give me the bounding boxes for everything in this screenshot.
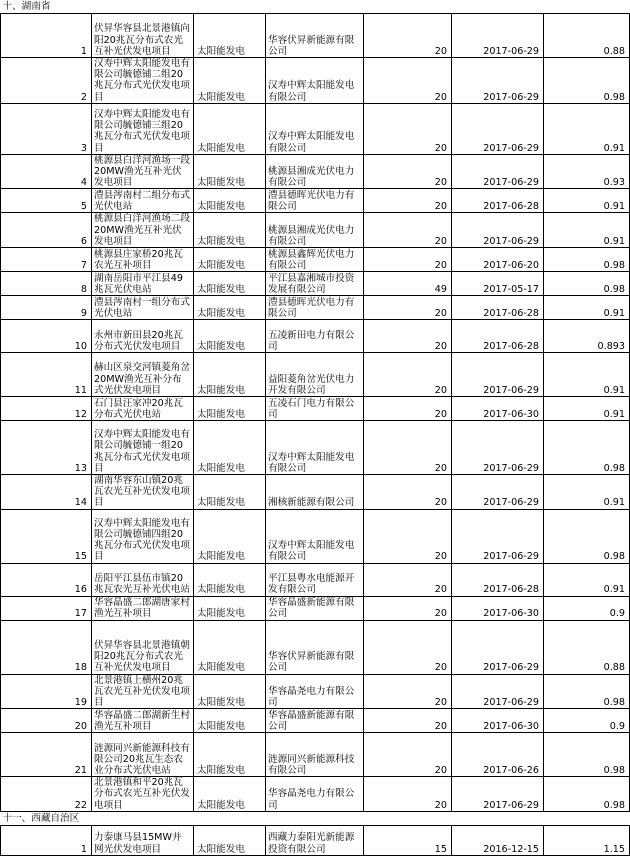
cell-date: 2017-06-30 xyxy=(452,596,544,620)
cell-date: 2017-06-29 xyxy=(452,421,544,475)
cell-index: 1 xyxy=(1,825,92,855)
cell-company: 华容晶盛新能源有限公司 xyxy=(266,596,364,620)
cell-date: 2017-06-29 xyxy=(452,213,544,248)
cell-project-name: 北景港镇和平20兆瓦分布式农光互补光伏发电项目 xyxy=(92,777,194,812)
cell-project-name: 湖南岳阳市平江县49兆瓦光伏电站 xyxy=(92,272,194,296)
cell-date: 2017-06-29 xyxy=(452,353,544,397)
cell-company: 涟源同兴新能源科技有限公司 xyxy=(266,733,364,777)
cell-price: 0.91 xyxy=(544,397,630,421)
cell-capacity: 20 xyxy=(364,509,452,563)
cell-company: 汉寿中辉太阳能发电有限公司 xyxy=(266,509,364,563)
cell-type: 太阳能发电 xyxy=(194,674,266,709)
cell-price: 1.15 xyxy=(544,825,630,855)
table-row xyxy=(1,709,630,733)
cell-company: 华容伏昇新能源有限公司 xyxy=(266,14,364,58)
cell-project-name: 伏昇华容县北景港镇向阳20兆瓦分布式农光互补光伏发电项目 xyxy=(92,14,194,58)
table-row xyxy=(1,58,630,104)
cell-date: 2017-06-30 xyxy=(452,397,544,421)
cell-type: 太阳能发电 xyxy=(194,733,266,777)
cell-index: 19 xyxy=(1,674,92,709)
section-title: 十、湖南省 xyxy=(1,0,630,14)
cell-capacity: 20 xyxy=(364,154,452,189)
cell-index: 22 xyxy=(1,777,92,812)
cell-price: 0.9 xyxy=(544,596,630,620)
table-row xyxy=(1,189,630,213)
cell-company: 澧县德晖光伏电力有限公司 xyxy=(266,296,364,320)
cell-type: 太阳能发电 xyxy=(194,213,266,248)
cell-type: 太阳能发电 xyxy=(194,397,266,421)
table-body xyxy=(1,0,630,855)
cell-type: 太阳能发电 xyxy=(194,421,266,475)
cell-capacity: 20 xyxy=(364,563,452,596)
cell-date: 2017-06-29 xyxy=(452,58,544,104)
table-row xyxy=(1,825,630,855)
cell-capacity: 20 xyxy=(364,620,452,674)
cell-index: 5 xyxy=(1,189,92,213)
table-row xyxy=(1,397,630,421)
cell-price: 0.91 xyxy=(544,189,630,213)
cell-type: 太阳能发电 xyxy=(194,709,266,733)
cell-price: 0.98 xyxy=(544,674,630,709)
cell-company: 湘核新能源有限公司 xyxy=(266,475,364,510)
cell-capacity: 20 xyxy=(364,733,452,777)
table-row xyxy=(1,296,630,320)
cell-capacity: 20 xyxy=(364,189,452,213)
cell-type: 太阳能发电 xyxy=(194,620,266,674)
cell-price: 0.91 xyxy=(544,213,630,248)
cell-company: 汉寿中辉太阳能发电有限公司 xyxy=(266,58,364,104)
cell-date: 2017-06-28 xyxy=(452,189,544,213)
cell-capacity: 20 xyxy=(364,475,452,510)
cell-index: 4 xyxy=(1,154,92,189)
cell-date: 2017-05-17 xyxy=(452,272,544,296)
cell-capacity: 20 xyxy=(364,103,452,154)
cell-type: 太阳能发电 xyxy=(194,509,266,563)
cell-company: 桃源县湘成光伏电力有限公司 xyxy=(266,154,364,189)
cell-date: 2017-06-28 xyxy=(452,320,544,353)
cell-date: 2017-06-29 xyxy=(452,475,544,510)
cell-index: 6 xyxy=(1,213,92,248)
cell-project-name: 汉寿中辉太阳能发电有限公司毓德铺三组20兆瓦分布式光伏发电项目 xyxy=(92,103,194,154)
table-row xyxy=(1,103,630,154)
cell-capacity: 15 xyxy=(364,825,452,855)
cell-project-name: 澧县涔南村二组分布式光伏电站 xyxy=(92,189,194,213)
cell-type: 太阳能发电 xyxy=(194,272,266,296)
cell-price: 0.93 xyxy=(544,154,630,189)
cell-capacity: 20 xyxy=(364,14,452,58)
cell-company: 桃源县鑫辉光伏电力有限公司 xyxy=(266,248,364,272)
table-row xyxy=(1,620,630,674)
cell-index: 14 xyxy=(1,475,92,510)
cell-price: 0.893 xyxy=(544,320,630,353)
cell-index: 12 xyxy=(1,397,92,421)
cell-type: 太阳能发电 xyxy=(194,475,266,510)
cell-project-name: 桃源县庄家桥20兆瓦农光互补项目 xyxy=(92,248,194,272)
cell-index: 17 xyxy=(1,596,92,620)
table-row xyxy=(1,509,630,563)
cell-type: 太阳能发电 xyxy=(194,353,266,397)
cell-index: 20 xyxy=(1,709,92,733)
cell-capacity: 20 xyxy=(364,320,452,353)
table-row xyxy=(1,777,630,812)
section-header-row xyxy=(1,811,630,825)
cell-date: 2017-06-29 xyxy=(452,103,544,154)
cell-capacity: 20 xyxy=(364,353,452,397)
cell-price: 0.91 xyxy=(544,103,630,154)
cell-project-name: 伏昇华容县北景港镇朝阳20兆瓦分布式农光互补光伏发电项目 xyxy=(92,620,194,674)
cell-index: 16 xyxy=(1,563,92,596)
cell-date: 2017-06-29 xyxy=(452,509,544,563)
cell-company: 平江县粤水电能源开发有限公司 xyxy=(266,563,364,596)
cell-company: 华容晶尧电力有限公司 xyxy=(266,777,364,812)
cell-capacity: 20 xyxy=(364,709,452,733)
table-row xyxy=(1,733,630,777)
cell-type: 太阳能发电 xyxy=(194,14,266,58)
cell-company: 五凌石门电力有限公司 xyxy=(266,397,364,421)
cell-project-name: 汉寿中辉太阳能发电有限公司毓德铺四组20兆瓦分布式光伏发电项目 xyxy=(92,509,194,563)
cell-project-name: 力泰康马县15MW并网光伏发电项目 xyxy=(92,825,194,855)
cell-date: 2017-06-29 xyxy=(452,620,544,674)
cell-price: 0.91 xyxy=(544,296,630,320)
table-row xyxy=(1,674,630,709)
cell-type: 太阳能发电 xyxy=(194,563,266,596)
cell-price: 0.98 xyxy=(544,272,630,296)
cell-capacity: 20 xyxy=(364,777,452,812)
cell-index: 13 xyxy=(1,421,92,475)
cell-project-name: 湖南华容东山镇20兆瓦农光互补光伏发电项目 xyxy=(92,475,194,510)
cell-index: 3 xyxy=(1,103,92,154)
cell-project-name: 永州市新田县20兆瓦分布式光伏发电项目 xyxy=(92,320,194,353)
cell-type: 太阳能发电 xyxy=(194,58,266,104)
cell-company: 澧县德晖光伏电力有限公司 xyxy=(266,189,364,213)
cell-company: 西藏力泰阳光新能源投资有限公司 xyxy=(266,825,364,855)
cell-project-name: 华容晶盛二郎湖唐家村渔光互补项目 xyxy=(92,596,194,620)
cell-price: 0.91 xyxy=(544,353,630,397)
table-row xyxy=(1,248,630,272)
cell-price: 0.98 xyxy=(544,777,630,812)
cell-company: 华容晶盛新能源有限公司 xyxy=(266,709,364,733)
table-row xyxy=(1,154,630,189)
cell-capacity: 20 xyxy=(364,596,452,620)
cell-price: 0.98 xyxy=(544,421,630,475)
cell-type: 太阳能发电 xyxy=(194,596,266,620)
cell-project-name: 涟源同兴新能源科技有限公司20兆瓦生态农业分布式光伏电站 xyxy=(92,733,194,777)
cell-capacity: 49 xyxy=(364,272,452,296)
table-row xyxy=(1,213,630,248)
cell-project-name: 桃源县白洋河渔场二段20MW渔光互补光伏发电项目 xyxy=(92,213,194,248)
cell-project-name: 石门县汪家冲20兆瓦分布式光伏电站 xyxy=(92,397,194,421)
cell-project-name: 汉寿中辉太阳能发电有限公司毓德铺一组20兆瓦分布式光伏发电项目 xyxy=(92,421,194,475)
cell-company: 华容晶尧电力有限公司 xyxy=(266,674,364,709)
cell-price: 0.88 xyxy=(544,620,630,674)
cell-index: 10 xyxy=(1,320,92,353)
cell-price: 0.91 xyxy=(544,475,630,510)
cell-index: 1 xyxy=(1,14,92,58)
cell-date: 2017-06-29 xyxy=(452,14,544,58)
cell-date: 2017-06-20 xyxy=(452,248,544,272)
cell-capacity: 20 xyxy=(364,213,452,248)
cell-index: 11 xyxy=(1,353,92,397)
cell-price: 0.98 xyxy=(544,248,630,272)
cell-type: 太阳能发电 xyxy=(194,777,266,812)
cell-date: 2017-06-28 xyxy=(452,563,544,596)
cell-company: 五凌新田电力有限公司 xyxy=(266,320,364,353)
cell-capacity: 20 xyxy=(364,58,452,104)
cell-project-name: 澧县涔南村一组分布式光伏电站 xyxy=(92,296,194,320)
cell-date: 2017-06-29 xyxy=(452,674,544,709)
cell-index: 15 xyxy=(1,509,92,563)
cell-index: 2 xyxy=(1,58,92,104)
cell-price: 0.98 xyxy=(544,733,630,777)
cell-index: 8 xyxy=(1,272,92,296)
table-row xyxy=(1,320,630,353)
table-row xyxy=(1,563,630,596)
cell-company: 平江县嘉湘城市投资发展有限公司 xyxy=(266,272,364,296)
cell-type: 太阳能发电 xyxy=(194,103,266,154)
cell-index: 7 xyxy=(1,248,92,272)
cell-capacity: 20 xyxy=(364,674,452,709)
cell-type: 太阳能发电 xyxy=(194,320,266,353)
cell-project-name: 北景港镇上横州20兆瓦农光互补光伏发电项目 xyxy=(92,674,194,709)
table-row xyxy=(1,421,630,475)
cell-capacity: 20 xyxy=(364,248,452,272)
cell-company: 益阳菱角岔光伏电力开发有限公司 xyxy=(266,353,364,397)
cell-date: 2017-06-29 xyxy=(452,154,544,189)
cell-price: 0.98 xyxy=(544,509,630,563)
section-header-row xyxy=(1,0,630,14)
cell-project-name: 岳阳平江县伍市镇20兆瓦农光互补光伏电站 xyxy=(92,563,194,596)
cell-type: 太阳能发电 xyxy=(194,154,266,189)
cell-date: 2017-06-26 xyxy=(452,733,544,777)
cell-project-name: 汉寿中辉太阳能发电有限公司毓德铺二组20兆瓦分布式光伏发电项目 xyxy=(92,58,194,104)
cell-project-name: 赫山区泉交河镇菱角岔20MW渔光互补分布式光伏发电项目 xyxy=(92,353,194,397)
cell-project-name: 华容晶盛二郎湖新生村渔光互补项目 xyxy=(92,709,194,733)
section-title: 十一、西藏自治区 xyxy=(1,811,630,825)
cell-company: 汉寿中辉太阳能发电有限公司 xyxy=(266,103,364,154)
cell-index: 21 xyxy=(1,733,92,777)
cell-capacity: 20 xyxy=(364,421,452,475)
table-row xyxy=(1,596,630,620)
cell-company: 华容伏昇新能源有限公司 xyxy=(266,620,364,674)
cell-company: 汉寿中辉太阳能发电有限公司 xyxy=(266,421,364,475)
table-row xyxy=(1,272,630,296)
cell-type: 太阳能发电 xyxy=(194,248,266,272)
cell-price: 0.9 xyxy=(544,709,630,733)
cell-index: 18 xyxy=(1,620,92,674)
cell-date: 2016-12-15 xyxy=(452,825,544,855)
table-row xyxy=(1,353,630,397)
cell-price: 0.91 xyxy=(544,563,630,596)
table-row xyxy=(1,475,630,510)
cell-price: 0.98 xyxy=(544,58,630,104)
cell-index: 9 xyxy=(1,296,92,320)
cell-price: 0.88 xyxy=(544,14,630,58)
cell-date: 2017-06-29 xyxy=(452,777,544,812)
cell-capacity: 20 xyxy=(364,296,452,320)
cell-date: 2017-06-30 xyxy=(452,709,544,733)
cell-type: 太阳能发电 xyxy=(194,189,266,213)
cell-type: 太阳能发电 xyxy=(194,825,266,855)
cell-capacity: 20 xyxy=(364,397,452,421)
cell-type: 太阳能发电 xyxy=(194,296,266,320)
cell-project-name: 桃源县白洋河渔场一段20MW渔光互补光伏发电项目 xyxy=(92,154,194,189)
table-row xyxy=(1,14,630,58)
cell-company: 桃源县湘成光伏电力有限公司 xyxy=(266,213,364,248)
cell-date: 2017-06-28 xyxy=(452,296,544,320)
